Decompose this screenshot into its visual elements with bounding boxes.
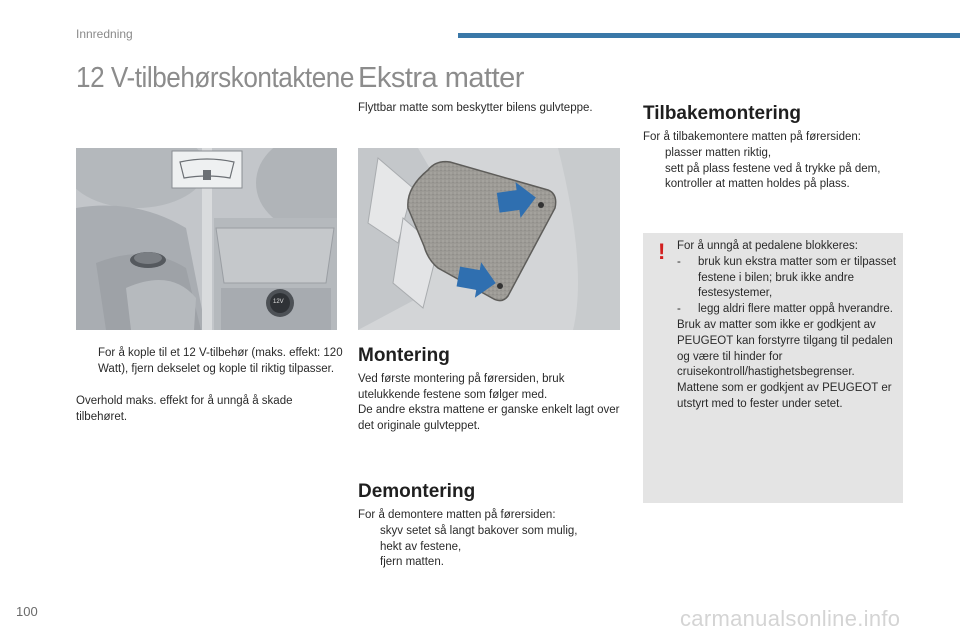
- warning-body: Bruk av matter som ikke er godkjent av PEUGEOT kan forstyrre tilgang til pedalen og være til hinder for cruisekontroll/hastighetsbegrenser.: [677, 318, 893, 379]
- warning-item: - bruk kun ekstra matter som er tilpasset festene i bilen; bruk ikke andre festesystemer,: [677, 255, 897, 300]
- list-item: sett på plass festene ved å trykke på dem,: [665, 162, 881, 175]
- demontering-intro: For å demontere matten på førersiden:: [358, 509, 556, 521]
- list-item: fjern matten.: [380, 556, 444, 569]
- tilbakemontering-heading: Tilbakemontering: [643, 103, 802, 124]
- mid-title: Ekstra matter: [358, 62, 524, 94]
- warning-exclamation-icon: !: [658, 239, 666, 264]
- left-note: Overhold maks. effekt for å unngå å skade tilbehøret.: [76, 395, 293, 423]
- list-item: plasser matten riktig,: [665, 146, 772, 159]
- warning-body-2: Mattene som er godkjent av PEUGEOT er utstyrt med to fester under setet.: [677, 382, 892, 410]
- list-item: kontroller at matten holdes på plass.: [665, 178, 850, 191]
- montering-p1: Ved første montering på førersiden, bruk utelukkende festene som følger med.: [358, 373, 565, 401]
- header-accent-bar: [458, 33, 960, 38]
- socket-12v-label: 12V: [273, 299, 284, 305]
- list-item: skyv setet så langt bakover som mulig,: [380, 524, 578, 537]
- page-number: 100: [16, 604, 38, 619]
- tilbakemontering-block: [643, 130, 905, 193]
- section-header: Innredning: [76, 27, 133, 41]
- list-item: hekt av festene,: [380, 540, 462, 553]
- socket-illustration: [76, 148, 337, 330]
- warning-intro: For å unngå at pedalene blokkeres:: [677, 240, 858, 252]
- watermark: carmanualsonline.info: [680, 606, 901, 631]
- montering-p2: De andre ekstra mattene er ganske enkelt lagt over det originale gulvteppet.: [358, 404, 620, 432]
- warning-box: [643, 233, 903, 503]
- floor-mat-illustration: [358, 148, 620, 330]
- left-title: 12 V-tilbehørskontaktene: [76, 62, 354, 94]
- warning-text: [677, 239, 901, 413]
- tilbakemontering-intro: For å tilbakemontere matten på førersiden:: [643, 131, 861, 143]
- mid-intro: Flyttbar matte som beskytter bilens gulvteppe.: [358, 102, 593, 114]
- floor-mat-illustration-svg: [358, 148, 620, 330]
- montering-heading: Montering: [358, 345, 450, 366]
- socket-illustration-svg: [76, 148, 337, 330]
- left-bullet-text: For å kople til et 12 V-tilbehør (maks. effekt: 120 Watt), fjern dekselet og kople til riktig tilpasser.: [98, 347, 343, 375]
- demontering-block: [358, 508, 620, 571]
- warning-item: - legg aldri flere matter oppå hverandre.: [677, 303, 893, 316]
- demontering-heading: Demontering: [358, 481, 476, 502]
- left-bullet: [76, 346, 360, 378]
